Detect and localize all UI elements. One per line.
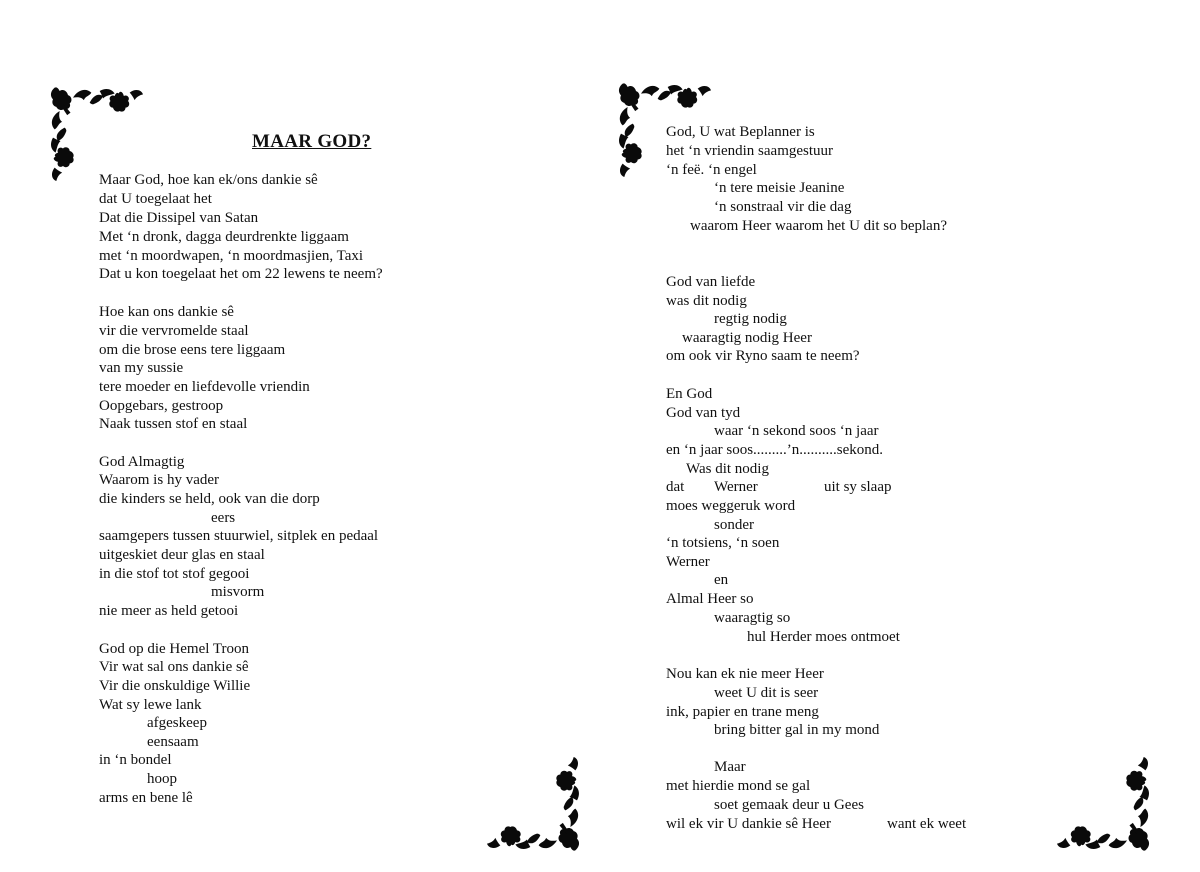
poem-line: eers [211,510,236,526]
poem-line: Vir die onskuldige Willie [99,678,251,694]
poem-line: dat [666,479,685,495]
poem-line: van my sussie [99,360,184,376]
poem-line: weet U dit is seer [714,685,819,701]
poem-line: saamgepers tussen stuurwiel, sitplek en pedaal [99,528,379,544]
poem-line: soet gemaak deur u Gees [714,797,864,813]
corner-flourish-icon [482,752,582,852]
poem-line: Nou kan ek nie meer Heer [666,666,824,682]
poem-line: ‘n sonstraal vir die dag [714,199,852,215]
poem-line: het ‘n vriendin saamgestuur [666,143,834,159]
poem-line: Met ‘n dronk, dagga deurdrenkte liggaam [99,229,349,245]
poem-line: Naak tussen stof en staal [99,416,248,432]
poem-line: regtig nodig [714,311,787,327]
poem-line: Dat u kon toegelaat het om 22 lewens te neem? [99,266,383,282]
poem-line: Hoe kan ons dankie sê [99,304,234,320]
poem-line: wil ek vir U dankie sê Heer [666,816,831,832]
poem-line: moes weggeruk word [666,498,796,514]
poem-line: Oopgebars, gestroop [99,398,224,414]
poem-line: Werner [666,554,710,570]
poem-title: MAAR GOD? [252,131,372,152]
poem-line: ‘n totsiens, ‘n soen [666,535,780,551]
poem-line: Almal Heer so [666,591,754,607]
poem-line: hoop [147,771,177,787]
poem-line: nie meer as held getooi [99,603,239,619]
poem-line: om ook vir Ryno saam te neem? [666,348,860,364]
poem-line: hul Herder moes ontmoet [747,629,900,645]
poem-line: en [714,572,729,588]
poem-line: was dit nodig [666,293,747,309]
poem-line: vir die vervromelde staal [99,323,249,339]
poem-line: Dat die Dissipel van Satan [99,210,259,226]
poem-line: God op die Hemel Troon [99,641,249,657]
poem-line: tere moeder en liefdevolle vriendin [99,379,310,395]
poem-line: in die stof tot stof gegooi [99,566,250,582]
poem-line: waaragtig so [714,610,791,626]
poem-line: God Almagtig [99,454,185,470]
poem-line: ink, papier en trane meng [666,704,819,720]
poem-line: God van tyd [666,405,741,421]
poem-line: afgeskeep [147,715,207,731]
poem-line: En God [666,386,713,402]
poem-line: Waarom is hy vader [99,472,219,488]
poem-line: ‘n feë. ‘n engel [666,162,757,178]
poem-line: dat U toegelaat het [99,191,212,207]
poem-line: bring bitter gal in my mond [714,722,880,738]
poem-line: Maar [714,759,746,775]
poem-line: misvorm [211,584,265,600]
poem-line: God, U wat Beplanner is [666,124,815,140]
poem-line: en ‘n jaar soos.........’n..........sekond. [666,442,884,458]
right-page [600,0,1200,872]
poem-line: waarom Heer waarom het U dit so beplan? [690,218,947,234]
poem-line: waaragtig nodig Heer [682,330,812,346]
poem-line: met hierdie mond se gal [666,778,811,794]
poem-line: Vir wat sal ons dankie sê [99,659,249,675]
poem-line: uit sy slaap [824,479,892,495]
poem-line: Maar God, hoe kan ek/ons dankie sê [99,172,318,188]
poem-line: uitgeskiet deur glas en staal [99,547,265,563]
poem-line: arms en bene lê [99,790,193,806]
poem-line: God van liefde [666,274,756,290]
poem-line: om die brose eens tere liggaam [99,342,286,358]
poem-line: Wat sy lewe lank [99,697,202,713]
poem-line: ‘n tere meisie Jeanine [714,180,845,196]
poem-line: die kinders se held, ook van die dorp [99,491,320,507]
poem-line: waar ‘n sekond soos ‘n jaar [714,423,879,439]
poem-line: Was dit nodig [686,461,769,477]
poem-line: eensaam [147,734,199,750]
poem-line: sonder [714,517,754,533]
corner-flourish-icon [1052,752,1152,852]
poem-line: want ek weet [887,816,967,832]
poem-line: met ‘n moordwapen, ‘n moordmasjien, Taxi [99,248,364,264]
poem-line: Werner [714,479,758,495]
poem-line: in ‘n bondel [99,752,172,768]
